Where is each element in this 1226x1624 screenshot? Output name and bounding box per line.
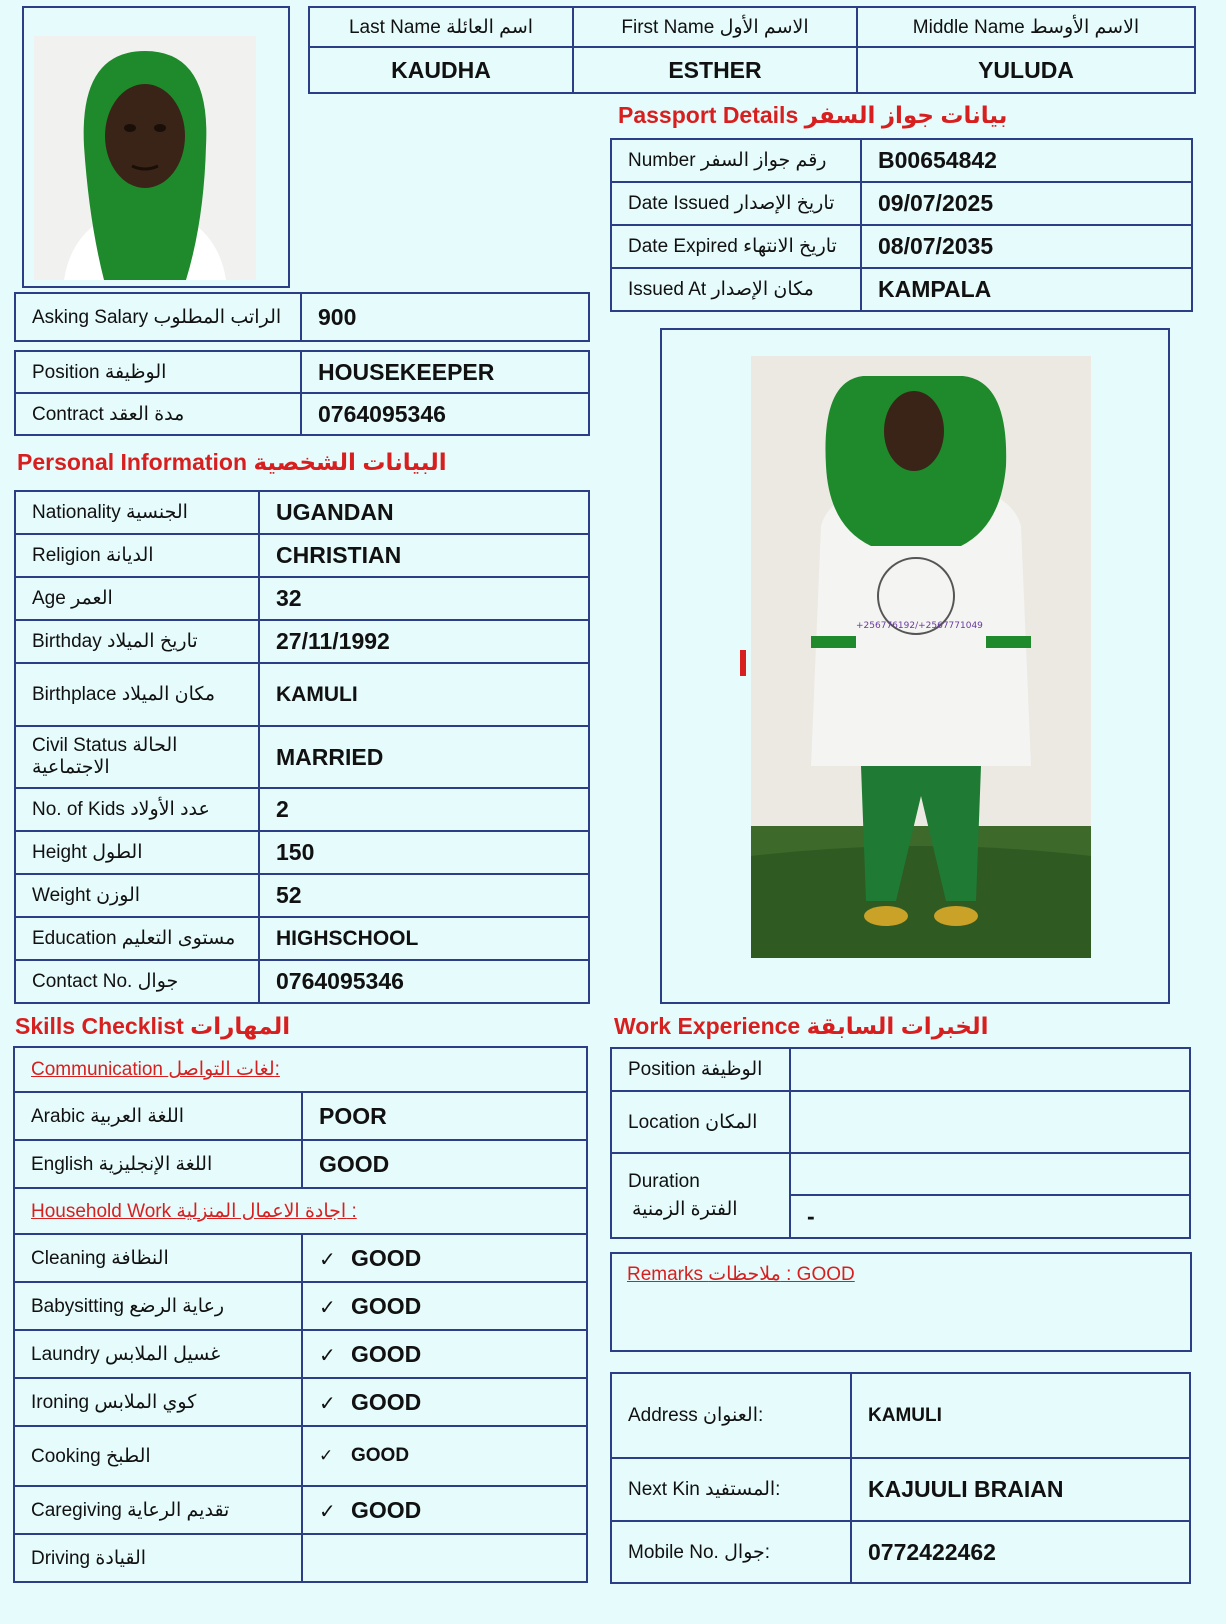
red-mark: [740, 650, 746, 676]
issued-at-label: Issued At مكان الإصدار: [611, 268, 861, 311]
position-label: Position الوظيفة: [15, 351, 301, 393]
position-table: [14, 350, 590, 436]
middle-name-label: Middle Name الاسم الأوسط: [857, 7, 1195, 47]
work-location-label: Location المكان: [611, 1091, 790, 1153]
education-value: HIGHSCHOOL: [259, 917, 589, 960]
work-position-value: [790, 1048, 1190, 1091]
check-icon: ✓: [319, 1296, 336, 1319]
duration-label-ar: الفترة الزمنية: [632, 1198, 738, 1220]
work-duration-value-top: [790, 1153, 1190, 1195]
passport-number-label: Number رقم جواز السفر: [611, 139, 861, 182]
age-value: 32: [259, 577, 589, 620]
kids-value: 2: [259, 788, 589, 831]
work-position-label: Position الوظيفة: [611, 1048, 790, 1091]
household-subheading: Household Work اجادة الاعمال المنزلية :: [14, 1188, 587, 1234]
shirt-phone-text: +256776192/+2567771049: [856, 621, 983, 631]
duration-label-en: Duration: [628, 1170, 700, 1192]
civil-status-value: MARRIED: [259, 726, 589, 788]
nationality-label: Nationality الجنسية: [15, 491, 259, 534]
cooking-value: GOOD: [351, 1445, 410, 1466]
english-value: GOOD: [302, 1140, 587, 1188]
check-icon: ✓: [319, 1500, 336, 1523]
religion-value: CHRISTIAN: [259, 534, 589, 577]
fullbody-frame: [660, 328, 1170, 1004]
height-value: 150: [259, 831, 589, 874]
caregiving-value: GOOD: [351, 1496, 422, 1523]
check-icon: ✓: [319, 1248, 336, 1271]
age-label: Age العمر: [15, 577, 259, 620]
contact-label: Contact No. جوال: [15, 960, 259, 1003]
cleaning-label: Cleaning النظافة: [14, 1234, 302, 1282]
passport-heading: Passport Details بيانات جواز السفر: [618, 102, 1008, 128]
ironing-value: GOOD: [351, 1388, 422, 1415]
birthday-value: 27/11/1992: [259, 620, 589, 663]
asking-salary-value: 900: [301, 293, 589, 341]
babysitting-value: GOOD: [351, 1292, 422, 1319]
date-expired-label: Date Expired تاريخ الانتهاء: [611, 225, 861, 268]
kids-label: No. of Kids عدد الأولاد: [15, 788, 259, 831]
cooking-label: Cooking الطبخ: [14, 1426, 302, 1486]
contact-value: 0764095346: [259, 960, 589, 1003]
caregiving-label: Caregiving تقديم الرعاية: [14, 1486, 302, 1534]
name-table: [308, 6, 1196, 94]
next-kin-value: KAJUULI BRAIAN: [851, 1458, 1190, 1521]
mobile-value: 0772422462: [851, 1521, 1190, 1583]
nationality-value: UGANDAN: [259, 491, 589, 534]
height-label: Height الطول: [15, 831, 259, 874]
asking-salary-label: Asking Salary الراتب المطلوب: [15, 293, 301, 341]
check-icon: ✓: [319, 1344, 336, 1367]
work-duration-value: -: [790, 1195, 1190, 1238]
birthday-label: Birthday تاريخ الميلاد: [15, 620, 259, 663]
personal-heading: Personal Information البيانات الشخصية: [17, 449, 447, 475]
civil-status-label: Civil Status الحالة الاجتماعية: [15, 726, 259, 788]
first-name-value: ESTHER: [573, 47, 857, 93]
date-expired-value: 08/07/2035: [861, 225, 1192, 268]
position-value: HOUSEKEEPER: [301, 351, 589, 393]
remarks-text: Remarks ملاحظات : GOOD: [627, 1264, 855, 1285]
driving-value: [302, 1534, 587, 1582]
date-issued-label: Date Issued تاريخ الإصدار: [611, 182, 861, 225]
work-duration-label: [611, 1153, 790, 1238]
salary-table: [14, 292, 590, 342]
middle-name-value: YULUDA: [857, 47, 1195, 93]
laundry-label: Laundry غسيل الملابس: [14, 1330, 302, 1378]
cleaning-value: GOOD: [351, 1244, 422, 1271]
babysitting-label: Babysitting رعاية الرضع: [14, 1282, 302, 1330]
ironing-label: Ironing كوي الملابس: [14, 1378, 302, 1426]
last-name-label: Last Name اسم العائلة: [309, 7, 573, 47]
date-issued-value: 09/07/2025: [861, 182, 1192, 225]
birthplace-label: Birthplace مكان الميلاد: [15, 663, 259, 726]
weight-value: 52: [259, 874, 589, 917]
contract-label: Contract مدة العقد: [15, 393, 301, 435]
headshot-photo: [34, 36, 256, 280]
religion-label: Religion الديانة: [15, 534, 259, 577]
headshot-frame: [22, 6, 290, 288]
arabic-label: Arabic اللغة العربية: [14, 1092, 302, 1140]
contract-value: 0764095346: [301, 393, 589, 435]
work-location-value: [790, 1091, 1190, 1153]
birthplace-value: KAMULI: [259, 663, 589, 726]
driving-label: Driving القيادة: [14, 1534, 302, 1582]
passport-number-value: B00654842: [861, 139, 1192, 182]
last-name-value: KAUDHA: [309, 47, 573, 93]
fullbody-photo: [751, 356, 1091, 958]
work-table: [610, 1047, 1191, 1239]
contact-table: [610, 1372, 1191, 1584]
mobile-label: Mobile No. جوال:: [611, 1521, 851, 1583]
address-label: Address العنوان:: [611, 1373, 851, 1458]
communication-subheading: Communication لغات التواصل:: [14, 1047, 587, 1092]
arabic-value: POOR: [302, 1092, 587, 1140]
weight-label: Weight الوزن: [15, 874, 259, 917]
first-name-label: First Name الاسم الأول: [573, 7, 857, 47]
check-icon: ✓: [319, 1446, 334, 1465]
issued-at-value: KAMPALA: [861, 268, 1192, 311]
remarks-box: [610, 1252, 1192, 1352]
work-heading: Work Experience الخبرات السابقة: [614, 1013, 989, 1039]
personal-table: [14, 490, 590, 1004]
skills-table: [13, 1046, 588, 1583]
next-kin-label: Next Kin المستفيد:: [611, 1458, 851, 1521]
passport-table: [610, 138, 1193, 312]
laundry-value: GOOD: [351, 1340, 422, 1367]
address-value: KAMULI: [851, 1373, 1190, 1458]
check-icon: ✓: [319, 1392, 336, 1415]
english-label: English اللغة الإنجليزية: [14, 1140, 302, 1188]
skills-heading: Skills Checklist المهارات: [15, 1013, 291, 1039]
education-label: Education مستوى التعليم: [15, 917, 259, 960]
